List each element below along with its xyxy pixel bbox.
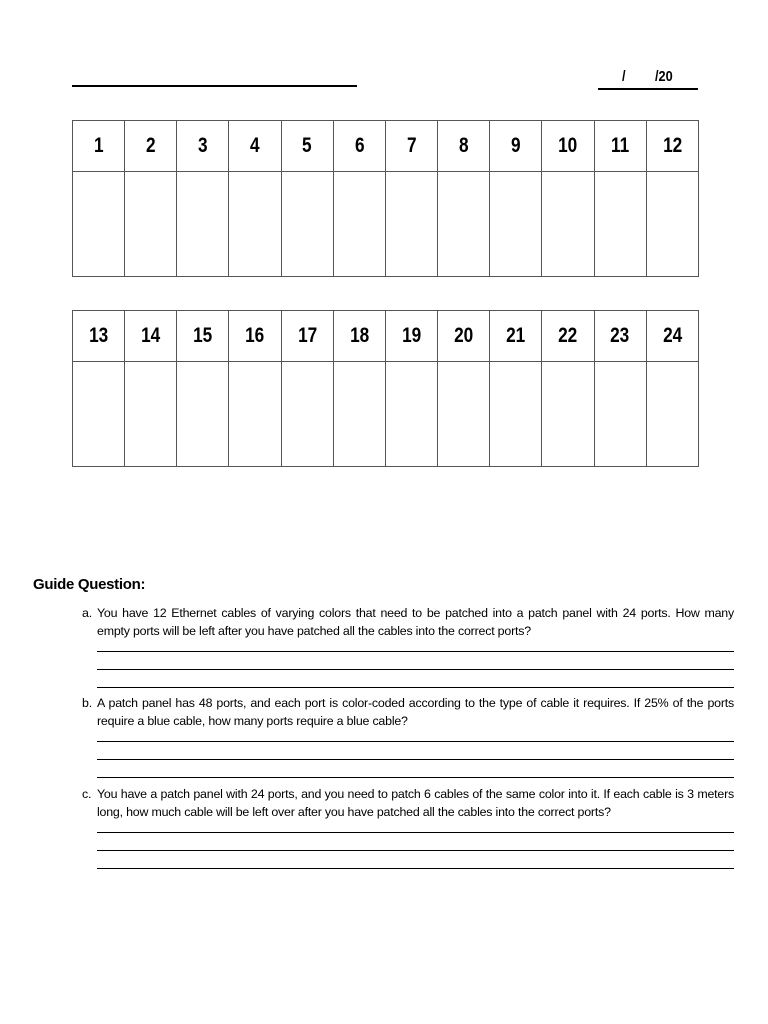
port-answer-cell[interactable] <box>177 172 229 277</box>
question-c <box>82 785 734 886</box>
answer-line[interactable] <box>97 687 734 688</box>
port-number-cell: 11 <box>594 121 646 172</box>
port-number-cell: 18 <box>333 311 385 362</box>
port-number-cell: 19 <box>385 311 437 362</box>
answer-line[interactable] <box>97 868 734 869</box>
port-answer-cell[interactable] <box>333 362 385 467</box>
question-letter: b. <box>82 696 92 710</box>
port-number-cell: 7 <box>385 121 437 172</box>
question-letter: a. <box>82 606 92 620</box>
port-answer-cell[interactable] <box>490 172 542 277</box>
port-number-cell: 2 <box>125 121 177 172</box>
port-number-row <box>73 121 699 172</box>
port-answer-cell[interactable] <box>125 362 177 467</box>
port-number-cell: 24 <box>646 311 698 362</box>
port-number-cell: 23 <box>594 311 646 362</box>
answer-line[interactable] <box>97 759 734 760</box>
port-answer-cell[interactable] <box>542 362 594 467</box>
port-answer-cell[interactable] <box>281 362 333 467</box>
answer-lines <box>82 741 734 778</box>
port-answer-row <box>73 172 699 277</box>
port-number-cell: 17 <box>281 311 333 362</box>
date-year: /20 <box>655 68 673 85</box>
port-number-cell: 9 <box>490 121 542 172</box>
port-number-cell: 22 <box>542 311 594 362</box>
port-number-cell: 21 <box>490 311 542 362</box>
answer-line[interactable] <box>97 850 734 851</box>
answer-lines <box>82 832 734 869</box>
port-answer-cell[interactable] <box>281 172 333 277</box>
question-b <box>82 694 734 795</box>
port-answer-cell[interactable] <box>490 362 542 467</box>
date-slash: / <box>622 68 626 85</box>
answer-line[interactable] <box>97 741 734 742</box>
port-answer-cell[interactable] <box>594 172 646 277</box>
port-number-row <box>73 311 699 362</box>
port-answer-cell[interactable] <box>229 172 281 277</box>
port-answer-cell[interactable] <box>73 172 125 277</box>
port-answer-cell[interactable] <box>385 172 437 277</box>
question-text: You have 12 Ethernet cables of varying colors that need to be patched into a patch panel with 24 ports. How many empty ports will be left after you have patched all the cables into the correct ports? <box>97 606 734 638</box>
port-number-cell: 16 <box>229 311 281 362</box>
answer-line[interactable] <box>97 777 734 778</box>
port-answer-cell[interactable] <box>229 362 281 467</box>
question-text: You have a patch panel with 24 ports, and you need to patch 6 cables of the same color into it. If each cable is 3 meters long, how much cable will be left over after you have patched all the cables into the correct ports? <box>97 787 734 819</box>
port-answer-cell[interactable] <box>594 362 646 467</box>
port-answer-cell[interactable] <box>73 362 125 467</box>
port-answer-cell[interactable] <box>177 362 229 467</box>
port-table-2 <box>72 310 699 467</box>
port-answer-cell[interactable] <box>438 362 490 467</box>
date-field[interactable] <box>598 66 698 90</box>
port-number-cell: 4 <box>229 121 281 172</box>
name-line[interactable] <box>72 85 357 87</box>
question-a <box>82 604 734 705</box>
port-number-cell: 3 <box>177 121 229 172</box>
port-number-cell: 10 <box>542 121 594 172</box>
answer-lines <box>82 651 734 688</box>
port-number-cell: 14 <box>125 311 177 362</box>
question-text: A patch panel has 48 ports, and each port is color-coded according to the type of cable it requires. If 25% of the ports require a blue cable, how many ports require a blue cable? <box>97 696 734 728</box>
port-number-cell: 13 <box>73 311 125 362</box>
port-answer-cell[interactable] <box>646 172 698 277</box>
port-answer-cell[interactable] <box>438 172 490 277</box>
port-table-1 <box>72 120 699 277</box>
port-answer-cell[interactable] <box>385 362 437 467</box>
port-answer-cell[interactable] <box>333 172 385 277</box>
port-number-cell: 15 <box>177 311 229 362</box>
answer-line[interactable] <box>97 832 734 833</box>
guide-question-title: Guide Question: <box>33 576 146 593</box>
port-number-cell: 5 <box>281 121 333 172</box>
port-answer-cell[interactable] <box>125 172 177 277</box>
port-answer-cell[interactable] <box>542 172 594 277</box>
answer-line[interactable] <box>97 669 734 670</box>
port-answer-row <box>73 362 699 467</box>
question-letter: c. <box>82 787 92 801</box>
port-number-cell: 1 <box>73 121 125 172</box>
port-answer-cell[interactable] <box>646 362 698 467</box>
port-number-cell: 6 <box>333 121 385 172</box>
port-number-cell: 8 <box>438 121 490 172</box>
port-number-cell: 12 <box>646 121 698 172</box>
port-number-cell: 20 <box>438 311 490 362</box>
answer-line[interactable] <box>97 651 734 652</box>
